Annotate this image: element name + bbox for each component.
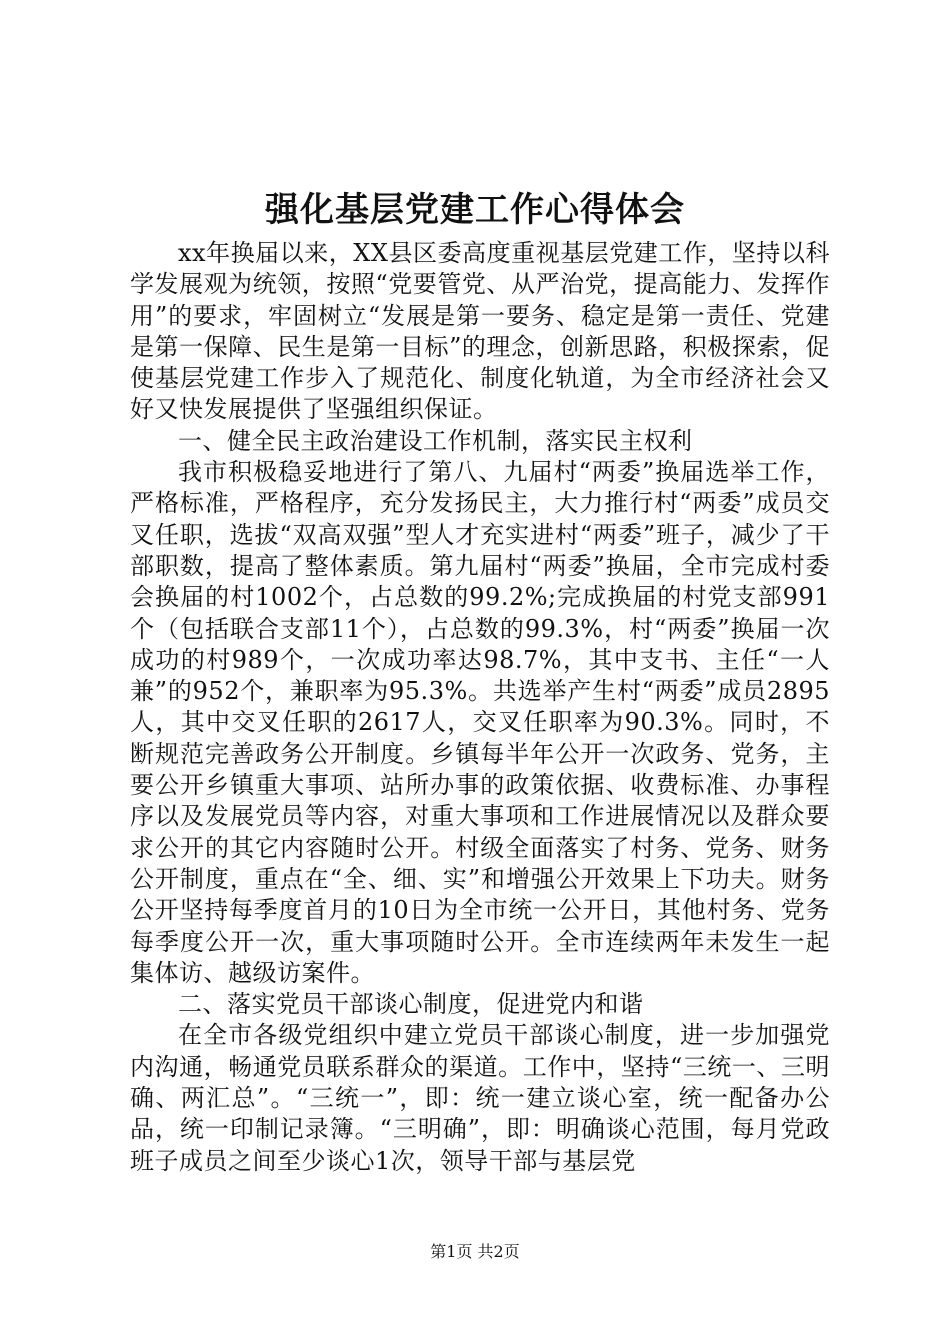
paragraph-section-1: 我市积极稳妥地进行了第八、九届村“两委”换届选举工作，严格标准，严格程序，充分发扬民主，大力推行村“两委”成员交叉任职，选拔“双高双强”型人才充实进村“两委”班子，减少了干部职数，提高了整体素质。第九届村“两委”换届，全市完成村委会换届的村1002个，占总数的99.2%;完成换届的村党支部991个（包括联合支部11个），占总数的99.3%，村“两委”换届一次成功的村989个，一次成功率达98.7%，其中支书、主任“一人兼”的952个，兼职率为95.3%。共选举产生村“两委”成员2895人，其中交叉任职的2617人，交叉任职率为90.3%。同时，不断规范完善政务公开制度。乡镇每半年公开一次政务、党务，主要公开乡镇重大事项、站所办事的政策依据、收费标准、办事程序以及发展党员等内容，对重大事项和工作进展情况以及群众要求公开的其它内容随时公开。村级全面落实了村务、党务、财务公开制度，重点在“全、细、实”和增强公开效果上下功夫。财务公开坚持每季度首月的10日为全市统一公开日，其他村务、党务每季度公开一次，重大事项随时公开。全市连续两年未发生一起集体访、越级访案件。 (130, 458, 830, 987)
paragraph-section-2: 在全市各级党组织中建立党员干部谈心制度，进一步加强党内沟通，畅通党员联系群众的渠道。工作中，坚持“三统一、三明确、两汇总”。“三统一”，即：统一建立谈心室，统一配备办公品，统一印制记录簿。“三明确”，即：明确谈心范围，每月党政班子成员之间至少谈心1次，领导干部与基层党 (130, 1021, 830, 1175)
section-heading-1: 一、健全民主政治建设工作机制，落实民主权利 (178, 426, 693, 455)
document-title: 强化基层党建工作心得体会 (265, 190, 685, 230)
page-number-footer: 第1页 共2页 (430, 1242, 520, 1261)
paragraph-intro: xx年换届以来，XX县区委高度重视基层党建工作，坚持以科学发展观为统领，按照“党要管党、从严治党，提高能力、发挥作用”的要求，牢固树立“发展是第一要务、稳定是第一责任、党建是第一保障、民生是第一目标”的理念，创新思路，积极探索，促使基层党建工作步入了规范化、制度化轨道，为全市经济社会又好又快发展提供了坚强组织保证。 (130, 239, 830, 424)
section-heading-2: 二、落实党员干部谈心制度，促进党内和谐 (178, 990, 644, 1019)
document-body (130, 238, 830, 1177)
